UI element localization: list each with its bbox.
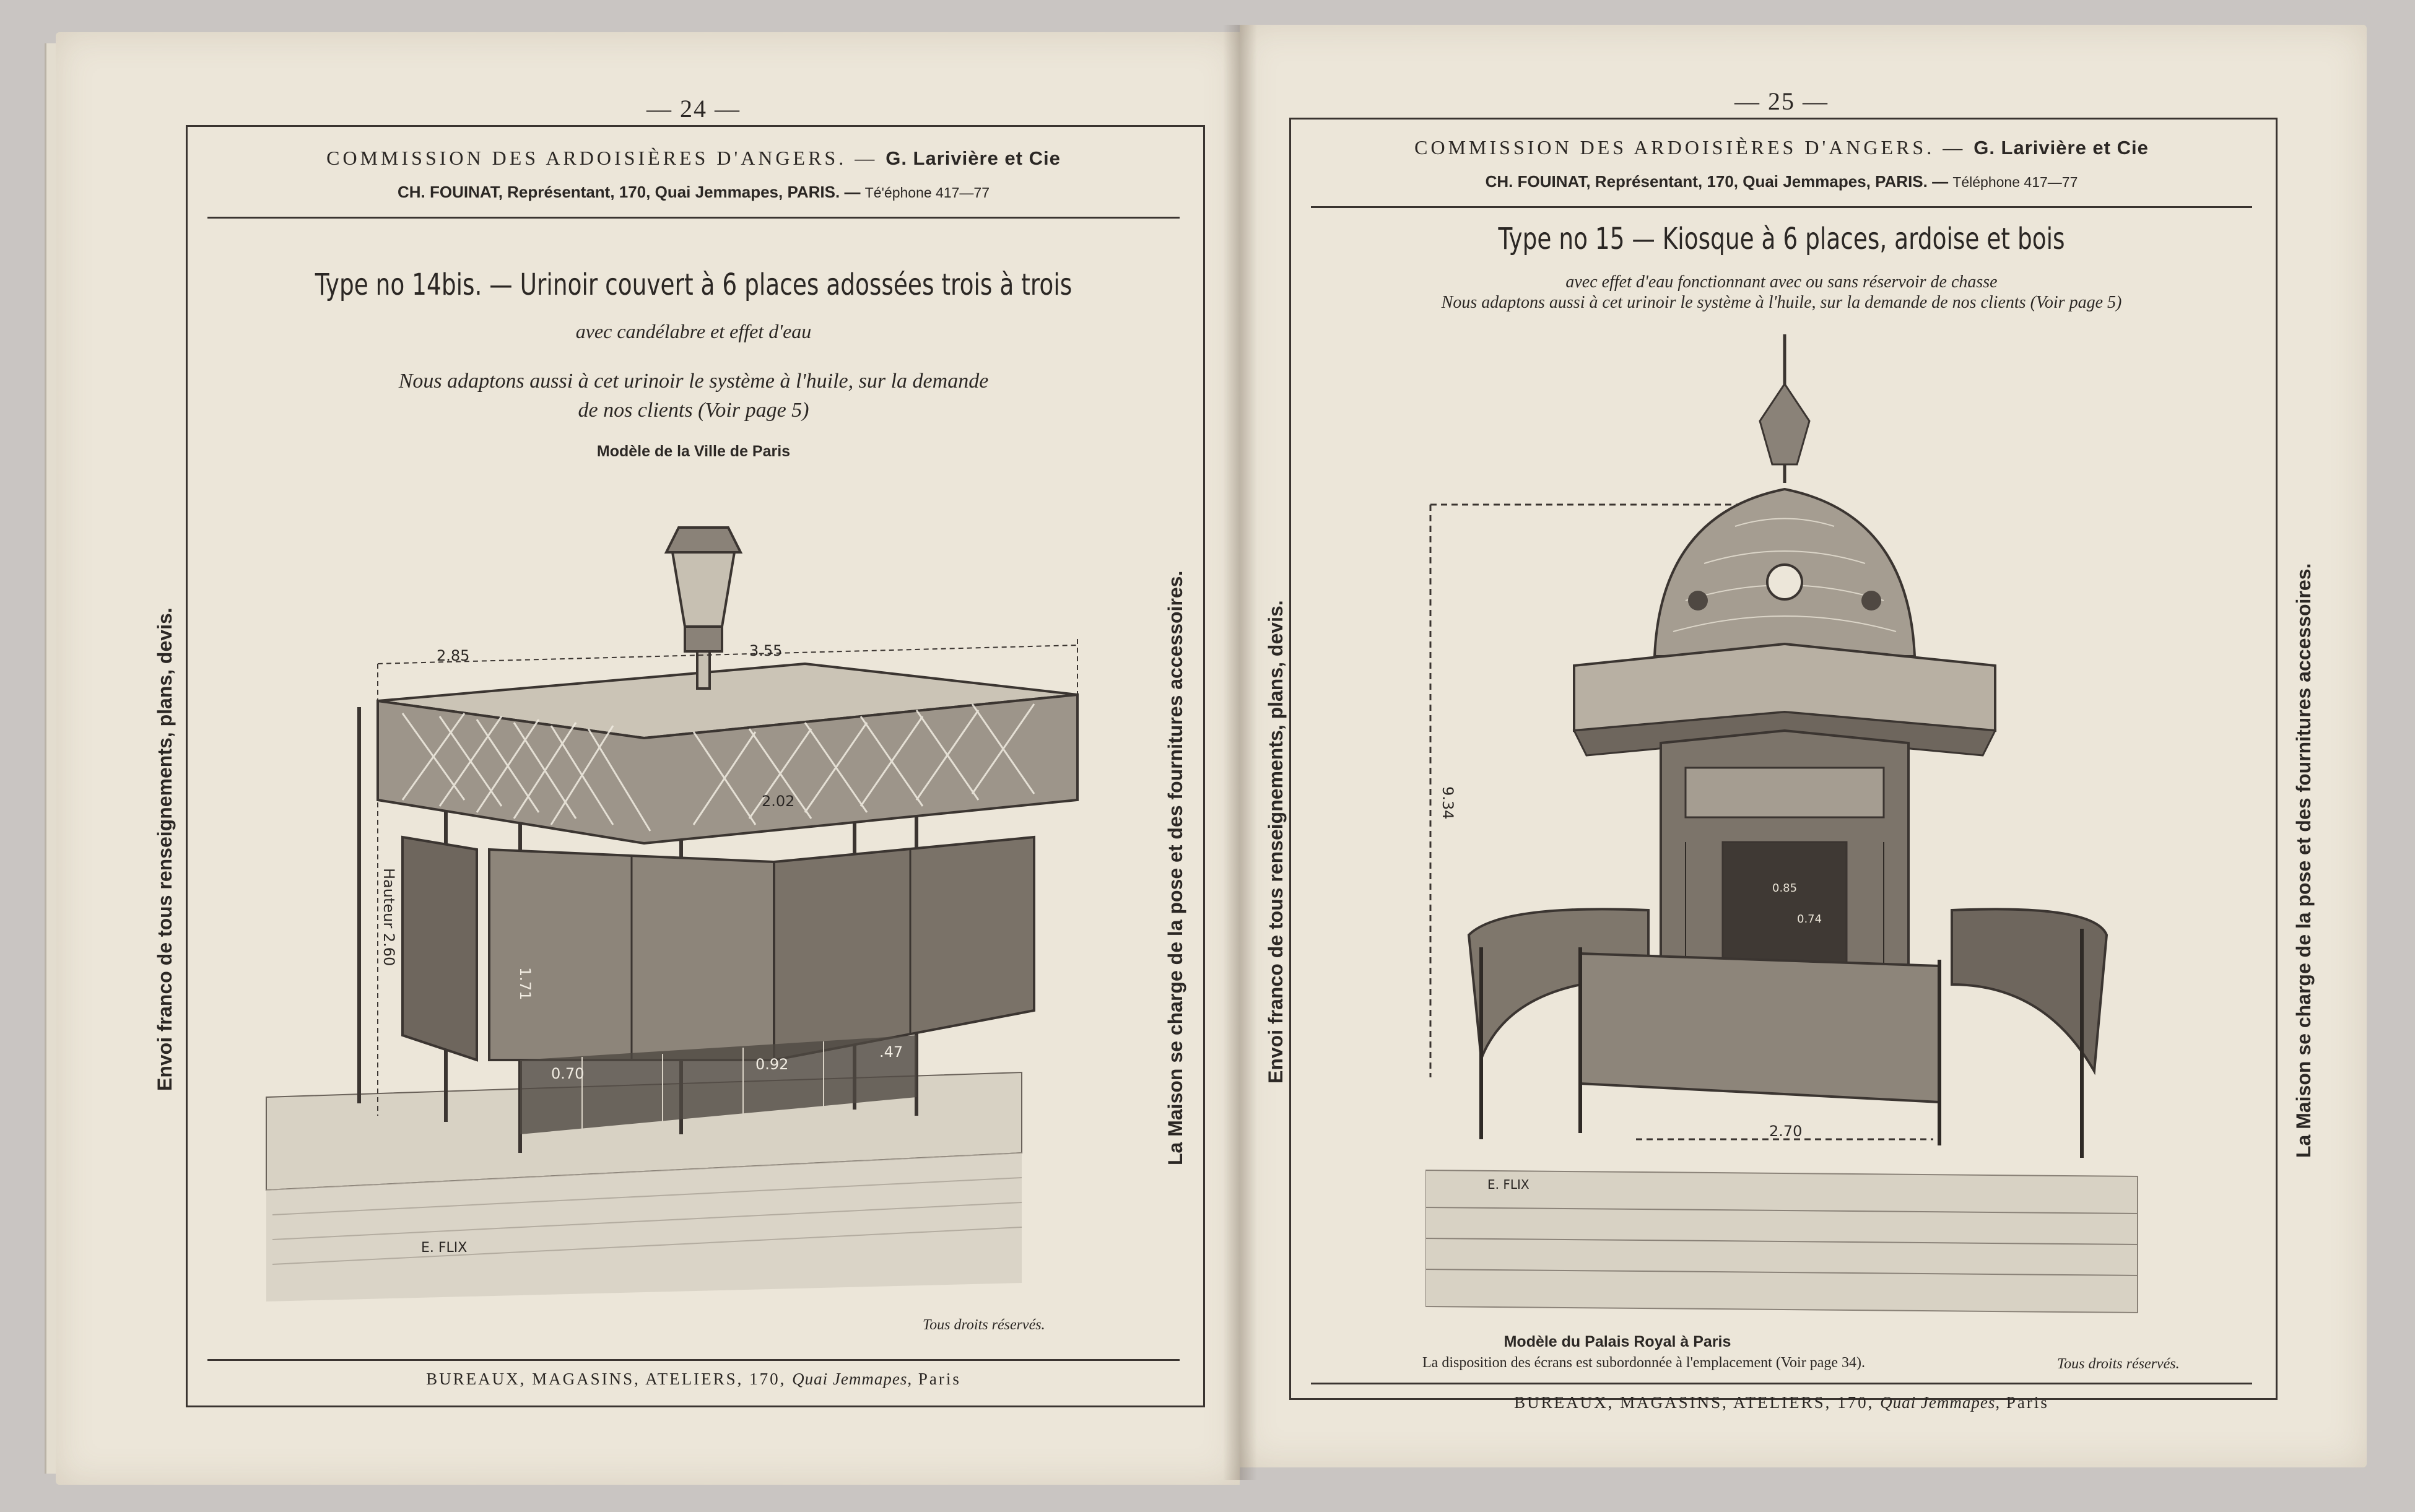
- urinal-illustration: [260, 478, 1127, 1320]
- left-header-phone: Té'éphone 417—77: [864, 185, 990, 201]
- left-title: Type no 14bis. — Urinoir couvert à 6 places adossées trois à trois: [315, 267, 1073, 302]
- right-footer-address: Quai Jemmapes,: [1880, 1393, 2001, 1412]
- left-header-firm: G. Larivière et Cie: [886, 147, 1061, 169]
- right-header-line2: [1302, 172, 2261, 191]
- left-header-representative: CH. FOUINAT, Représentant, 170, Quai Jemmapes, PARIS. —: [397, 183, 865, 201]
- right-model-label: Modèle du Palais Royal à Paris: [1503, 1333, 1731, 1350]
- right-note: Nous adaptons aussi à cet urinoir le système à l'huile, sur la demande de nos clients (Voir page 5): [1441, 293, 2122, 312]
- left-page-number: — 24 —: [646, 95, 741, 123]
- right-footer-offices: BUREAUX, MAGASINS, ATELIERS, 170,: [1514, 1393, 1881, 1412]
- right-header-line1: [1302, 136, 2261, 159]
- dim-height-label: Hauteur 2.60: [380, 868, 398, 967]
- kiosk-door-dim-a: 0.85: [1772, 882, 1798, 895]
- kiosk-base-dim: 2.70: [1769, 1123, 1803, 1140]
- right-footer-city: Paris: [2006, 1393, 2049, 1412]
- left-side-text-inner: La Maison se charge de la pose et des fournitures accessoires.: [1164, 570, 1186, 1165]
- right-subtitle: avec effet d'eau fonctionnant avec ou sans réservoir de chasse: [1565, 272, 1998, 292]
- left-illustrator-signature: E. FLIX: [421, 1240, 468, 1256]
- right-header-phone: Téléphone 417—77: [1952, 174, 2078, 190]
- right-header-rule: [1311, 206, 2252, 208]
- dim-width-c: 2.02: [762, 793, 795, 810]
- right-caption: La disposition des écrans est subordonnée à l'emplacement (Voir page 34).: [1422, 1355, 1866, 1371]
- left-footer-rule: [207, 1359, 1180, 1361]
- right-illustrator-signature: E. FLIX: [1487, 1177, 1530, 1192]
- left-header-line1: [198, 147, 1189, 170]
- left-footer-city: Paris: [918, 1370, 961, 1388]
- left-footer-offices: BUREAUX, MAGASINS, ATELIERS, 170,: [426, 1370, 793, 1388]
- kiosk-door-dim-b: 0.74: [1797, 913, 1822, 926]
- left-header-commission: COMMISSION DES ARDOISIÈRES D'ANGERS. —: [326, 147, 886, 169]
- left-footer: [198, 1370, 1189, 1389]
- left-header-line2: [198, 183, 1189, 202]
- right-rights-notice: Tous droits réservés.: [2057, 1356, 2180, 1372]
- left-note-line2: de nos clients (Voir page 5): [578, 399, 809, 422]
- right-header-firm: G. Larivière et Cie: [1973, 137, 2149, 159]
- right-side-text-outer: La Maison se charge de la pose et des fournitures accessoires.: [2292, 563, 2315, 1158]
- dim-panel-height: 1.71: [516, 967, 534, 1001]
- dim-width-b: 3.55: [749, 642, 783, 659]
- dim-stall-a: 0.70: [551, 1065, 585, 1082]
- right-side-text-inner: Envoi franco de tous renseignements, plans, devis.: [1264, 600, 1287, 1084]
- dim-stall-b: 0.92: [755, 1056, 789, 1073]
- right-footer-rule: [1311, 1383, 2252, 1384]
- left-header-rule: [207, 217, 1180, 219]
- right-header-representative: CH. FOUINAT, Représentant, 170, Quai Jemmapes, PARIS. —: [1485, 172, 1953, 191]
- right-header-commission: COMMISSION DES ARDOISIÈRES D'ANGERS. —: [1414, 136, 1974, 159]
- left-page: [56, 32, 1240, 1485]
- left-rights-notice: Tous droits réservés.: [923, 1317, 1045, 1333]
- right-title: Type no 15 — Kiosque à 6 places, ardoise et bois: [1498, 222, 2065, 256]
- left-subtitle: avec candélabre et effet d'eau: [575, 320, 812, 342]
- kiosk-illustration: [1425, 310, 2156, 1331]
- kiosk-height-dim: 9.34: [1439, 786, 1456, 820]
- right-page: [1240, 25, 2367, 1467]
- right-footer: [1302, 1393, 2261, 1412]
- left-footer-address: Quai Jemmapes,: [792, 1370, 913, 1388]
- left-model-label: Modèle de la Ville de Paris: [596, 443, 791, 460]
- dim-stall-c: .47: [879, 1043, 903, 1061]
- left-note-line1: Nous adaptons aussi à cet urinoir le système à l'huile, sur la demande: [398, 370, 989, 393]
- right-page-number: — 25 —: [1734, 87, 1829, 115]
- book-gutter: [1223, 25, 1257, 1480]
- dim-width-a: 2.85: [437, 647, 470, 664]
- left-side-text-outer: Envoi franco de tous renseignements, plans, devis.: [154, 607, 176, 1091]
